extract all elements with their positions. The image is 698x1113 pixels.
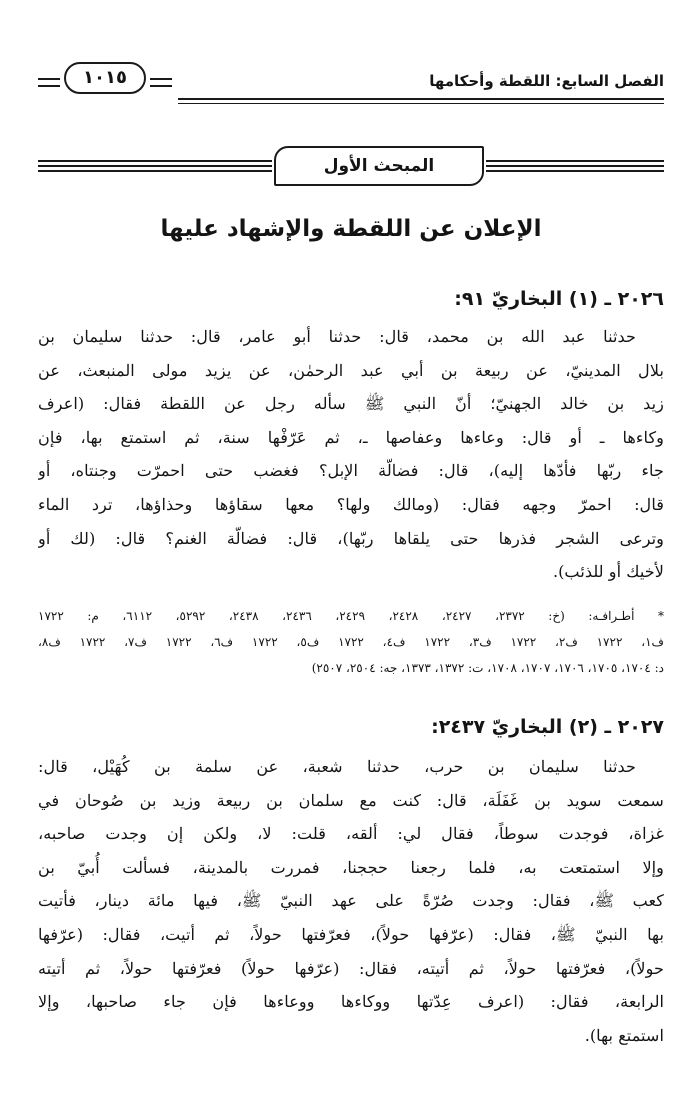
hadith-text: [38, 320, 664, 589]
footnote-line: * أطـراف‍ـه: (خ: ٢٣٧٢، ٢٤٢٧، ٢٤٢٨، ٢٤٢٩، ٢٤٣٦، ٢٤٣٨، ٥٢٩٢، ٦١١٢، م: ١٧٢٢: [38, 609, 664, 623]
section-banner: [38, 146, 664, 188]
text-line: سمعت سويد بن غَفَلَة، قال: كنت مع سلمان بن ربيعة وزيد بن صُوحان في: [38, 790, 664, 810]
text-line: جاء ربّها فأدّها إليه)، قال: فضالّة الإبل؟ فغضب حتى احمرّت وجنتاه، أو: [38, 461, 664, 481]
section-label: المبحث الأول: [274, 146, 484, 186]
footnote-line: د: ١٧٠٤، ١٧٠٥، ١٧٠٦، ١٧٠٧، ١٧٠٨، ت: ١٣٧٢، ١٣٧٣، جه: ٢٥٠٤، ٢٥٠٧): [311, 661, 664, 675]
section-rule-right: [486, 160, 664, 172]
page-number-ornament: [38, 62, 172, 98]
main-heading: الإعلان عن اللقطة والإشهاد عليها: [160, 216, 542, 242]
hadith-text: [38, 750, 664, 1052]
text-line: حولاً)، فعرّفتها حولاً، ثم أتيته، فقال: (عرّفها حولاً) فعرّفتها حولاً، ثم أتيته: [38, 958, 664, 978]
text-line: حدثنا عبد الله بن محمد، قال: حدثنا أبو عامر، قال: حدثنا سليمان بن: [38, 327, 636, 346]
text-line: كعب ﷺ، فقال: وجدت صُرّةً على عهد النبيّ ﷺ، فيها مائة دينار، فأتيت: [38, 891, 664, 911]
book-page: [38, 0, 664, 1113]
text-line: وإلا استمتعت به، فلما رجعنا حججنا، فمررت بالمدينة، فسألت أُبيّ بن: [38, 857, 664, 877]
section-rule-left: [38, 160, 272, 172]
text-line: بها النبيّ ﷺ، فقال: (عرّفها حولاً)، فعرّفتها حولاً، ثم أتيت، فقال: (عرّفها: [38, 924, 664, 944]
ornament-lines-left: [38, 78, 60, 87]
text-line: وترعى الشجر فذرها حتى يلقاها ربّها)، قال: فضالّة الغنم؟ قال: (لك أو: [38, 528, 664, 548]
hadith-heading: ٢٠٢٧ ـ (٢) البخاريّ ٢٤٣٧:: [431, 716, 664, 738]
header-rule: [178, 98, 664, 104]
text-line: زيد بن خالد الجهنيّ؛ أنّ النبي ﷺ سأله رجل عن اللقطة فقال: (اعرف: [38, 394, 664, 414]
hadith-heading: ٢٠٢٦ ـ (١) البخاريّ ٩١:: [454, 288, 664, 310]
text-line: قال: احمرّ وجهه فقال: (ومالك ولها؟ معها سقاؤها وحذاؤها، ترد الماء: [38, 494, 664, 514]
text-line: استمتع بها).: [584, 1025, 664, 1045]
footnote-line: ف١، ١٧٢٢ ف٢، ١٧٢٢ ف٣، ١٧٢٢ ف٤، ١٧٢٢ ف٥، ١٧٢٢ ف٦، ١٧٢٢ ف٧، ١٧٢٢ ف٨،: [38, 635, 664, 649]
text-line: حدثنا سليمان بن حرب، حدثنا شعبة، عن سلمة بن كُهَيْل، قال:: [38, 757, 636, 776]
ornament-lines-right: [150, 78, 172, 87]
text-line: لأخيك أو للذئب).: [552, 562, 664, 582]
text-line: غزاة، فوجدت سوطاً، فقال لي: ألقه، قلت: لا، ولكن إن وجدت صاحبه،: [38, 824, 664, 844]
running-header: [38, 58, 664, 104]
footnote: [38, 603, 664, 681]
text-line: وكاءها ـ أو قال: وعاءها وعفاصها ـ، ثم عَرّفْها سنة، ثم استمتع بها، فإن: [38, 427, 664, 447]
text-line: بلال المدينيّ، عن ربيعة بن أبي عبد الرحمٰن، عن يزيد مولى المنبعث، عن: [38, 360, 664, 380]
text-line: الرابعة، فقال: (اعرف عِدّتها ووكاءها ووعاءها فإن جاء صاحبها، وإلا: [38, 992, 664, 1012]
chapter-title: الفصل السابع: اللقطة وأحكامها: [429, 72, 664, 90]
page-number: ١٠١٥: [64, 62, 146, 94]
